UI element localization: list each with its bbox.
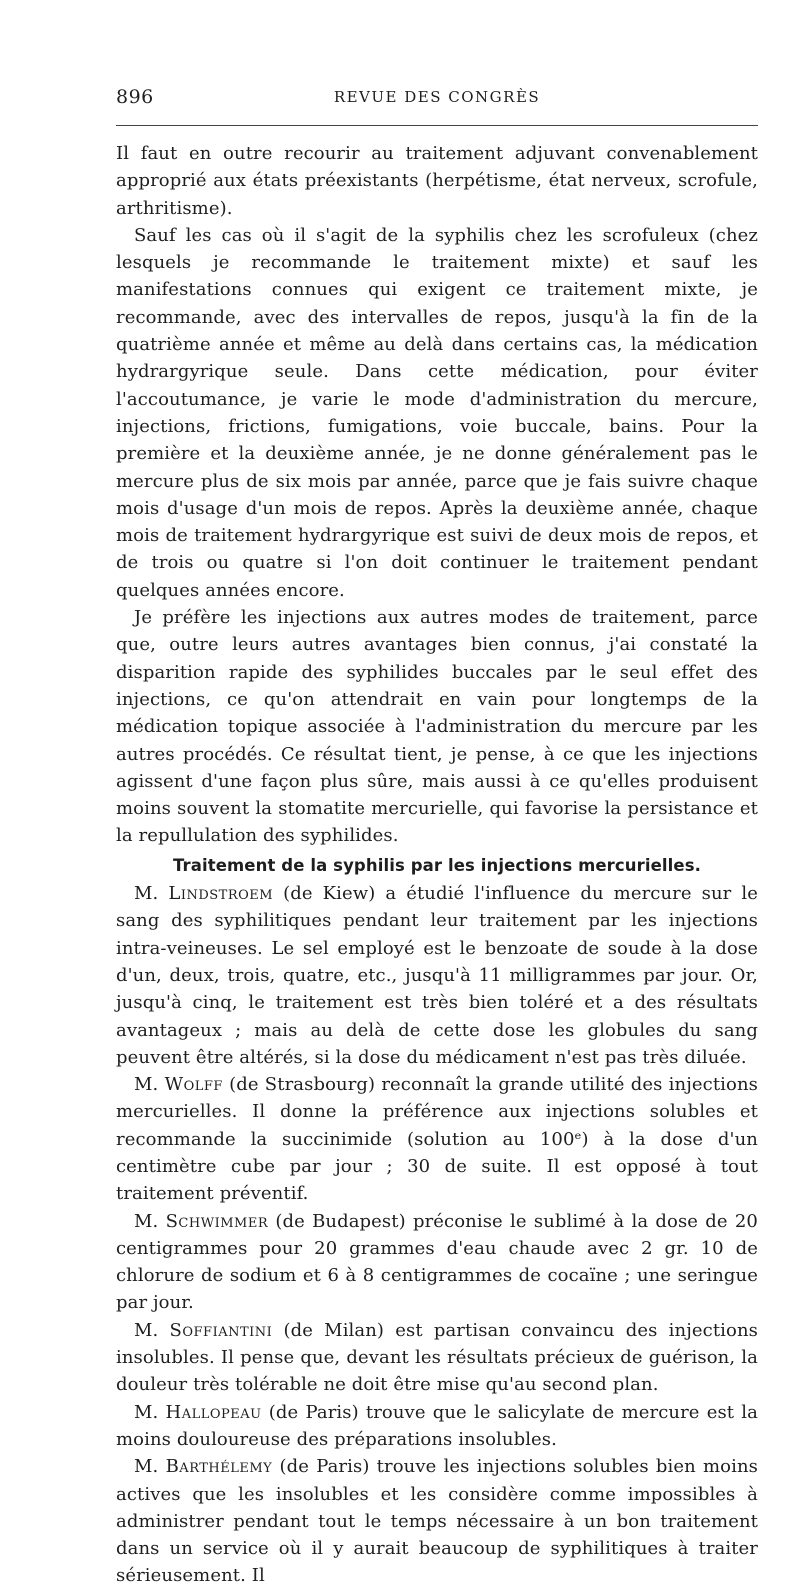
speaker-paragraph-hallopeau — [116, 1399, 758, 1454]
speaker-paragraph-lindstroem — [116, 880, 758, 1071]
speaker-text: (de Kiew) a étudié l'influence du mercure sur le sang des syphilitiques pendant leur traitement par les injections intra-veineuses. Le sel employé est le benzoate de soude à la dose d'un, deux, trois, quatre, etc., jusqu'à 11 milligrammes par jour. Or, jusqu'à cinq, le traitement est très bien toléré et a des résultats avantageux ; mais au delà de cette dose les globules du sang peuvent être altérés, si la dose du médicament n'est pas très diluée. — [116, 883, 758, 1068]
speaker-paragraph-wolff — [116, 1071, 758, 1207]
speaker-paragraph-barthelemy — [116, 1453, 758, 1589]
speaker-text: (de Budapest) préconise le sublimé à la dose de 20 centigrammes pour 20 grammes d'eau chaude avec 2 gr. 10 de chlorure de sodium et 6 à 8 centigrammes de cocaïne ; une seringue par jour. — [116, 1210, 758, 1314]
speaker-name: Wolff — [164, 1074, 223, 1096]
speaker-text: (de Strasbourg) reconnaît la grande utilité des injections mercurielles. Il donne la préférence aux injections solubles et recommande la succinimide (solution au 100ᵉ) à la dose d'un centimètre cube par jour ; 30 de suite. Il est opposé à tout traitement préventif. — [116, 1074, 758, 1205]
speaker-paragraph-schwimmer — [116, 1208, 758, 1317]
paragraph-3: Je préfère les injections aux autres modes de traitement, parce que, outre leurs autres avantages bien connus, j'ai constaté la disparition rapide des syphilides buccales par le seul effet des injections, ce qu'on attendrait en vain pour longtemps de la médication topique associée à l'administration du mercure par les autres procédés. Ce résultat tient, je pense, à ce que les injections agissent d'une façon plus sûre, mais aussi à ce qu'elles produisent moins souvent la stomatite mercurielle, qui favorise la persistance et la repullulation des syphilides. — [116, 607, 758, 847]
speaker-text: (de Milan) est partisan convaincu des injections insolubles. Il pense que, devant les résultats précieux de guérison, la douleur très tolérable ne doit être mise qu'au second plan. — [116, 1319, 758, 1396]
running-head — [116, 86, 758, 116]
paragraph-1: Il faut en outre recourir au traitement adjuvant convenablement approprié aux états préexistants (herpétisme, état nerveux, scrofule, arthritisme). — [116, 143, 758, 219]
speaker-prefix: M. — [134, 1074, 165, 1096]
speaker-prefix: M. — [134, 1319, 170, 1341]
journal-title: REVUE DES CONGRÈS — [333, 88, 541, 106]
speaker-prefix: M. — [134, 883, 169, 905]
speaker-name: Schwimmer — [165, 1210, 269, 1232]
speaker-name: Lindstroem — [168, 883, 274, 905]
speaker-prefix: M. — [134, 1210, 166, 1232]
speaker-paragraph-soffiantini — [116, 1317, 758, 1399]
article-body — [116, 140, 758, 1590]
speaker-name: Barthélemy — [165, 1456, 273, 1478]
paragraph-2: Sauf les cas où il s'agit de la syphilis chez les scrofuleux (chez lesquels je recommande le traitement mixte) et sauf les manifestations connues qui exigent ce traitement mixte, je recommande, avec des intervalles de repos, jusqu'à la fin de la quatrième année et même au delà dans certains cas, la médication hydrargyrique seule. Dans cette médication, pour éviter l'accoutumance, je varie le mode d'administration du mercure, injections, frictions, fumigations, voie buccale, bains. Pour la première et la deuxième année, je ne donne généralement pas le mercure plus de six mois par année, parce que je fais suivre chaque mois d'usage d'un mois de repos. Après la deuxième année, chaque mois de traitement hydrargyrique est suivi de deux mois de repos, et de trois ou quatre si l'on doit continuer le traitement pendant quelques années encore. — [116, 224, 758, 601]
speaker-text: (de Paris) trouve que le salicylate de mercure est la moins douloureuse des préparations insolubles. — [116, 1401, 758, 1450]
section-heading: Traitement de la syphilis par les injections mercurielles. — [172, 855, 702, 875]
speaker-name: Soffiantini — [169, 1319, 273, 1341]
speaker-prefix: M. — [134, 1401, 166, 1423]
speaker-text: (de Paris) trouve les injections solubles bien moins actives que les insolubles et les considère comme impossibles à administrer pendant tout le temps nécessaire à un bon traitement dans un service où il y aurait beaucoup de syphilitiques à traiter sérieusement. Il — [116, 1456, 758, 1587]
speaker-prefix: M. — [134, 1456, 166, 1478]
header-rule — [116, 125, 758, 126]
page-number: 896 — [116, 86, 154, 108]
speaker-name: Hallopeau — [165, 1401, 262, 1423]
